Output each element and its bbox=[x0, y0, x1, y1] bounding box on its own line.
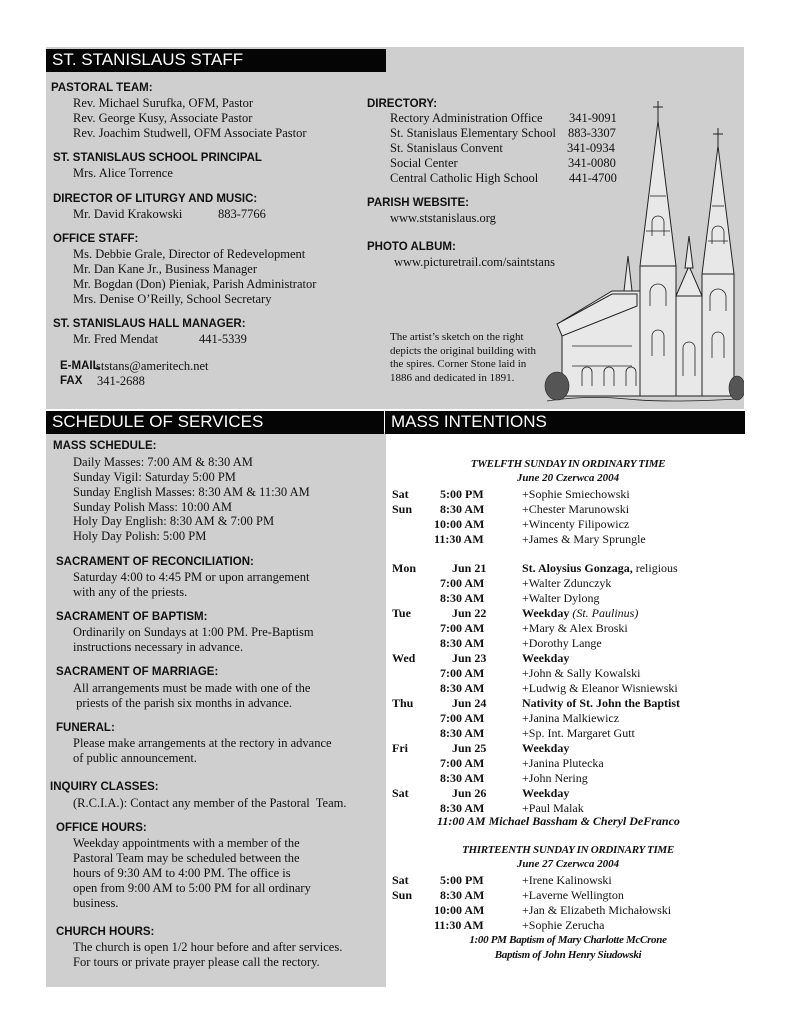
intention-text: +Chester Marunowski bbox=[522, 502, 630, 516]
principal-name: Mrs. Alice Torrence bbox=[73, 166, 173, 180]
fax-label: FAX bbox=[60, 375, 83, 387]
intention-day: Sun bbox=[392, 502, 413, 516]
marriage-label: SACRAMENT OF MARRIAGE: bbox=[56, 666, 219, 678]
intention-text: St. Aloysius Gonzaga, religious bbox=[522, 561, 678, 575]
intention-text: Weekday bbox=[522, 651, 570, 665]
intention-time: 8:30 AM bbox=[440, 771, 485, 785]
reconciliation-line: with any of the priests. bbox=[73, 585, 188, 599]
intention-text: Nativity of St. John the Baptist bbox=[522, 696, 681, 710]
intention-time: Jun 22 bbox=[452, 606, 487, 620]
wedding-note: 11:00 AM Michael Bassham & Cheryl DeFranco bbox=[437, 814, 680, 828]
intention-text: +Sp. Int. Margaret Gutt bbox=[522, 726, 635, 740]
intention-time: 8:30 AM bbox=[440, 502, 485, 516]
office-hours-line: hours of 9:30 AM to 4:00 PM. The office is bbox=[73, 866, 291, 880]
intention-text: +Janina Malkiewicz bbox=[522, 711, 620, 725]
pastoral-line: Rev. George Kusy, Associate Pastor bbox=[73, 111, 253, 125]
intention-time: Jun 26 bbox=[452, 786, 487, 800]
directory-entry: Central Catholic High School bbox=[390, 171, 539, 185]
mass-line: Sunday Polish Mass: 10:00 AM bbox=[73, 500, 233, 514]
intention-time: 7:00 AM bbox=[440, 711, 485, 725]
intention-text: +Wincenty Filipowicz bbox=[522, 517, 630, 531]
sketch-caption: The artist’s sketch on the right depicts the original building with the spires. Corner Stone laid in 1886 and dedicated in 1891. bbox=[390, 331, 537, 384]
mass-line: Sunday English Masses: 8:30 AM & 11:30 AM bbox=[73, 485, 310, 499]
intention-day: Sat bbox=[392, 873, 409, 887]
intention-text: +Ludwig & Eleanor Wisniewski bbox=[522, 681, 678, 695]
baptism-note: Baptism of John Henry Siudowski bbox=[494, 949, 642, 961]
pastoral-line: Rev. Michael Surufka, OFM, Pastor bbox=[73, 96, 254, 110]
mass-line: Sunday Vigil: Saturday 5:00 PM bbox=[73, 470, 236, 484]
intention-text: Weekday bbox=[522, 741, 570, 755]
intention-time: 11:30 AM bbox=[434, 532, 484, 546]
intention-text: +James & Mary Sprungle bbox=[522, 532, 646, 546]
intention-text: +Irene Kalinowski bbox=[522, 873, 612, 887]
intention-time: 8:30 AM bbox=[440, 636, 485, 650]
directory-phone: 883-3307 bbox=[568, 126, 616, 140]
intention-time: Jun 21 bbox=[452, 561, 487, 575]
fax-value: 341-2688 bbox=[97, 374, 145, 388]
staff-header: ST. STANISLAUS STAFF bbox=[46, 49, 386, 72]
photo-album-label: PHOTO ALBUM: bbox=[367, 241, 456, 253]
funeral-line: Please make arrangements at the rectory in advance bbox=[73, 736, 332, 750]
intention-time: 7:00 AM bbox=[440, 621, 485, 635]
directory-entry: Social Center bbox=[390, 156, 458, 170]
liturgy-label: DIRECTOR OF LITURGY AND MUSIC: bbox=[53, 193, 258, 205]
intention-day: Sun bbox=[392, 888, 413, 902]
intention-note: (St. Paulinus) bbox=[569, 606, 639, 620]
intention-text: +Walter Dylong bbox=[522, 591, 600, 605]
intention-time: Jun 24 bbox=[452, 696, 487, 710]
intention-time: 7:00 AM bbox=[440, 666, 485, 680]
baptism-line: instructions necessary in advance. bbox=[73, 640, 244, 654]
intention-text: +Sophie Zerucha bbox=[522, 918, 605, 932]
intention-day: Fri bbox=[392, 741, 408, 755]
hall-phone: 441-5339 bbox=[199, 332, 247, 346]
intention-day: Mon bbox=[392, 561, 416, 575]
email-value[interactable]: ststans@ameritech.net bbox=[96, 359, 209, 373]
intention-text: Weekday bbox=[522, 786, 570, 800]
inquiry-line: (R.C.I.A.): Contact any member of the Pastoral Team. bbox=[73, 796, 347, 810]
intention-time: 7:00 AM bbox=[440, 756, 485, 770]
funeral-label: FUNERAL: bbox=[56, 722, 115, 734]
liturgy-name: Mr. David Krakowski bbox=[73, 207, 183, 221]
intention-text: +Paul Malak bbox=[522, 801, 584, 815]
intention-day: Wed bbox=[392, 651, 416, 665]
marriage-line: priests of the parish six months in advance. bbox=[73, 696, 293, 710]
office-staff-label: OFFICE STAFF: bbox=[53, 233, 139, 245]
intention-time: 8:30 AM bbox=[440, 591, 485, 605]
intention-time: 8:30 AM bbox=[440, 681, 485, 695]
intentions-header: MASS INTENTIONS bbox=[385, 411, 745, 434]
intention-text: +Dorothy Lange bbox=[522, 636, 602, 650]
mass-line: Holy Day English: 8:30 AM & 7:00 PM bbox=[73, 514, 275, 528]
intention-text: +Jan & Elizabeth Michałowski bbox=[522, 903, 672, 917]
intention-text: +Laverne Wellington bbox=[522, 888, 624, 902]
church-sketch-icon bbox=[542, 96, 744, 409]
intention-time: 5:00 PM bbox=[440, 487, 484, 501]
photo-album-link[interactable]: www.picturetrail.com/saintstans bbox=[394, 255, 555, 269]
intention-text: Weekday (St. Paulinus) bbox=[522, 606, 639, 620]
directory-phone: 341-9091 bbox=[569, 111, 617, 125]
week1-date: June 20 Czerwca 2004 bbox=[516, 472, 620, 484]
schedule-header: SCHEDULE OF SERVICES bbox=[46, 411, 384, 434]
intention-time: 10:00 AM bbox=[434, 517, 485, 531]
pastoral-team-label: PASTORAL TEAM: bbox=[51, 82, 153, 94]
intention-text: +John & Sally Kowalski bbox=[522, 666, 641, 680]
intention-time: 8:30 AM bbox=[440, 801, 485, 815]
office-hours-line: Weekday appointments with a member of the bbox=[73, 836, 300, 850]
funeral-line: of public announcement. bbox=[73, 751, 197, 765]
email-label: E-MAIL bbox=[60, 360, 100, 372]
intention-time: Jun 25 bbox=[452, 741, 487, 755]
directory-phone: 341-0080 bbox=[568, 156, 616, 170]
baptism-note: 1:00 PM Baptism of Mary Charlotte McCrone bbox=[469, 934, 667, 946]
intention-day: Sat bbox=[392, 487, 409, 501]
week2-date: June 27 Czerwca 2004 bbox=[516, 858, 620, 870]
hall-label: ST. STANISLAUS HALL MANAGER: bbox=[53, 318, 246, 330]
office-hours-line: business. bbox=[73, 896, 119, 910]
directory-entry: Rectory Administration Office bbox=[390, 111, 543, 125]
hall-name: Mr. Fred Mendat bbox=[73, 332, 159, 346]
mass-line: Holy Day Polish: 5:00 PM bbox=[73, 529, 207, 543]
intention-time: 5:00 PM bbox=[440, 873, 484, 887]
reconciliation-line: Saturday 4:00 to 4:45 PM or upon arrangement bbox=[73, 570, 310, 584]
inquiry-label: INQUIRY CLASSES: bbox=[50, 781, 159, 793]
intention-time: 7:00 AM bbox=[440, 576, 485, 590]
intention-day: Tue bbox=[392, 606, 411, 620]
office-line: Ms. Debbie Grale, Director of Redevelopment bbox=[73, 247, 306, 261]
intention-day: Sat bbox=[392, 786, 409, 800]
directory-entry: St. Stanislaus Elementary School bbox=[390, 126, 556, 140]
church-hours-line: For tours or private prayer please call the rectory. bbox=[73, 955, 320, 969]
principal-label: ST. STANISLAUS SCHOOL PRINCIPAL bbox=[53, 152, 262, 164]
directory-phone: 441-4700 bbox=[569, 171, 617, 185]
office-line: Mr. Dan Kane Jr., Business Manager bbox=[73, 262, 257, 276]
website-link[interactable]: www.ststanislaus.org bbox=[390, 211, 496, 225]
baptism-label: SACRAMENT OF BAPTISM: bbox=[56, 611, 208, 623]
office-hours-label: OFFICE HOURS: bbox=[56, 822, 147, 834]
intention-time: 10:00 AM bbox=[434, 903, 485, 917]
directory-phone: 341-0934 bbox=[567, 141, 615, 155]
intention-text: +Mary & Alex Broski bbox=[522, 621, 628, 635]
directory-entry: St. Stanislaus Convent bbox=[390, 141, 503, 155]
mass-schedule-label: MASS SCHEDULE: bbox=[53, 440, 157, 452]
marriage-line: All arrangements must be made with one of the bbox=[73, 681, 311, 695]
intention-time: 8:30 AM bbox=[440, 726, 485, 740]
intention-text: +John Nering bbox=[522, 771, 588, 785]
intention-note: religious bbox=[632, 561, 678, 575]
intention-text: +Walter Zdunczyk bbox=[522, 576, 612, 590]
liturgy-phone: 883-7766 bbox=[218, 207, 266, 221]
week2-title: THIRTEENTH SUNDAY IN ORDINARY TIME bbox=[462, 844, 674, 856]
intention-time: 11:30 AM bbox=[434, 918, 484, 932]
office-hours-line: Pastoral Team may be scheduled between the bbox=[73, 851, 300, 865]
website-label: PARISH WEBSITE: bbox=[367, 197, 470, 209]
directory-label: DIRECTORY: bbox=[367, 98, 438, 110]
week1-title: TWELFTH SUNDAY IN ORDINARY TIME bbox=[470, 458, 666, 470]
church-hours-line: The church is open 1/2 hour before and after services. bbox=[73, 940, 343, 954]
pastoral-line: Rev. Joachim Studwell, OFM Associate Pastor bbox=[73, 126, 307, 140]
office-line: Mrs. Denise O’Reilly, School Secretary bbox=[73, 292, 272, 306]
office-hours-line: open from 9:00 AM to 5:00 PM for all ordinary bbox=[73, 881, 311, 895]
church-hours-label: CHURCH HOURS: bbox=[56, 926, 155, 938]
reconciliation-label: SACRAMENT OF RECONCILIATION: bbox=[56, 556, 254, 568]
office-line: Mr. Bogdan (Don) Pieniak, Parish Administrator bbox=[73, 277, 317, 291]
intention-text: +Sophie Smiechowski bbox=[522, 487, 630, 501]
baptism-line: Ordinarily on Sundays at 1:00 PM. Pre-Baptism bbox=[73, 625, 314, 639]
mass-line: Daily Masses: 7:00 AM & 8:30 AM bbox=[73, 455, 253, 469]
intention-text: +Janina Plutecka bbox=[522, 756, 604, 770]
intention-day: Thu bbox=[392, 696, 414, 710]
intention-time: Jun 23 bbox=[452, 651, 487, 665]
intention-time: 8:30 AM bbox=[440, 888, 485, 902]
